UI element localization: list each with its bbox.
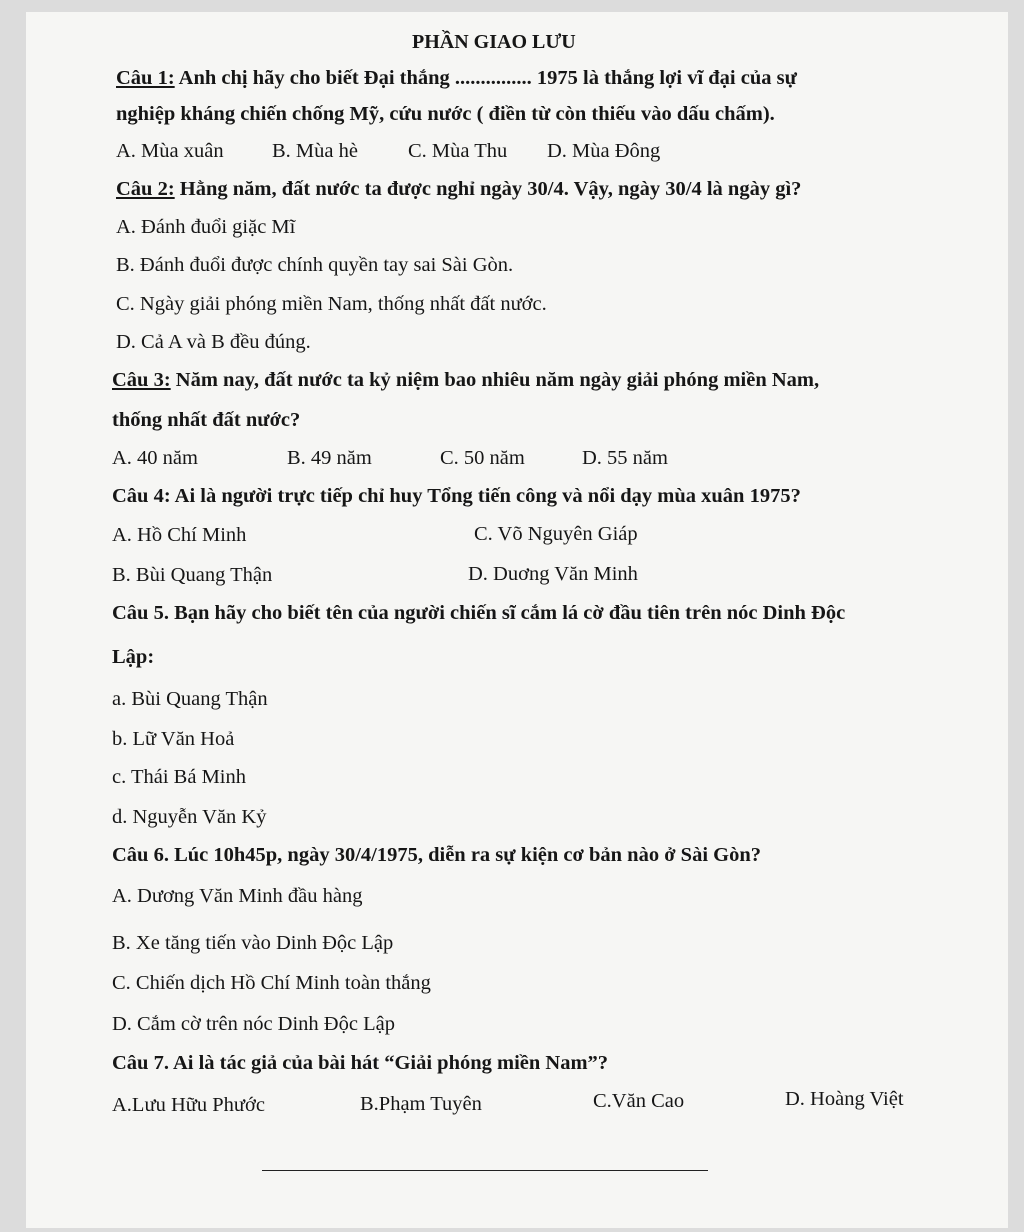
question-6: Câu 6. Lúc 10h45p, ngày 30/4/1975, diễn ra sự kiện cơ bản nào ở Sài Gòn? <box>112 844 761 866</box>
question-2-option-a: A. Đánh đuổi giặc Mĩ <box>116 216 296 238</box>
question-7-option-a: A.Lưu Hữu Phước <box>112 1094 265 1116</box>
question-6-option-c: C. Chiến dịch Hồ Chí Minh toàn thắng <box>112 972 431 994</box>
question-3-label: Câu 3: <box>112 369 171 391</box>
footer-rule <box>262 1170 708 1171</box>
question-2-option-d: D. Cả A và B đều đúng. <box>116 331 311 353</box>
question-6-option-a: A. Dương Văn Minh đầu hàng <box>112 885 363 907</box>
question-3 <box>112 368 819 392</box>
question-2-option-b: B. Đánh đuổi được chính quyền tay sai Sài Gòn. <box>116 254 514 276</box>
question-3-option-d: D. 55 năm <box>582 447 668 469</box>
question-7-option-d: D. Hoàng Việt <box>785 1088 904 1110</box>
question-1-text-line2: nghiệp kháng chiến chống Mỹ, cứu nước ( điền từ còn thiếu vào dấu chấm). <box>116 103 775 125</box>
question-1-text-line1: Anh chị hãy cho biết Đại thắng ............... 1975 là thắng lợi vĩ đại của sự <box>174 67 797 89</box>
question-5-text-line2: Lập: <box>112 646 155 668</box>
question-3-option-b: B. 49 năm <box>287 447 372 469</box>
question-2-text: Hằng năm, đất nước ta được nghỉ ngày 30/4. Vậy, ngày 30/4 là ngày gì? <box>174 178 802 200</box>
question-7-option-b: B.Phạm Tuyên <box>360 1093 482 1115</box>
question-1-option-a: A. Mùa xuân <box>116 140 224 162</box>
question-4-option-c: C. Võ Nguyên Giáp <box>474 523 638 545</box>
question-2-option-c: C. Ngày giải phóng miền Nam, thống nhất đất nước. <box>116 293 547 315</box>
page-title: PHẦN GIAO LƯU <box>412 31 576 53</box>
question-1-option-c: C. Mùa Thu <box>408 140 508 162</box>
question-7: Câu 7. Ai là tác giả của bài hát “Giải phóng miền Nam”? <box>112 1052 609 1074</box>
question-1-option-d: D. Mùa Đông <box>547 140 661 162</box>
question-5-option-d: d. Nguyễn Văn Kỷ <box>112 806 267 828</box>
question-3-text-line2: thống nhất đất nước? <box>112 409 301 431</box>
question-3-text-line1: Năm nay, đất nước ta kỷ niệm bao nhiêu năm ngày giải phóng miền Nam, <box>170 369 820 391</box>
question-4: Câu 4: Ai là người trực tiếp chỉ huy Tổng tiến công và nổi dạy mùa xuân 1975? <box>112 485 801 507</box>
question-6-option-d: D. Cắm cờ trên nóc Dinh Độc Lập <box>112 1013 395 1035</box>
question-5-option-a: a. Bùi Quang Thận <box>112 688 268 710</box>
question-4-option-d: D. Duơng Văn Minh <box>468 563 638 585</box>
question-5: Câu 5. Bạn hãy cho biết tên của người chiến sĩ cắm lá cờ đầu tiên trên nóc Dinh Độc <box>112 602 846 624</box>
question-4-option-a: A. Hồ Chí Minh <box>112 524 247 546</box>
question-4-option-b: B. Bùi Quang Thận <box>112 564 273 586</box>
question-2 <box>116 177 801 201</box>
question-1-option-b: B. Mùa hè <box>272 140 358 162</box>
question-1-label: Câu 1: <box>116 67 175 89</box>
question-3-option-a: A. 40 năm <box>112 447 198 469</box>
question-5-option-c: c. Thái Bá Minh <box>112 766 246 788</box>
question-6-option-b: B. Xe tăng tiến vào Dinh Độc Lập <box>112 932 394 954</box>
question-2-label: Câu 2: <box>116 178 175 200</box>
question-3-option-c: C. 50 năm <box>440 447 525 469</box>
question-5-option-b: b. Lữ Văn Hoả <box>112 728 235 750</box>
question-1 <box>116 66 797 90</box>
question-7-option-c: C.Văn Cao <box>593 1090 685 1112</box>
